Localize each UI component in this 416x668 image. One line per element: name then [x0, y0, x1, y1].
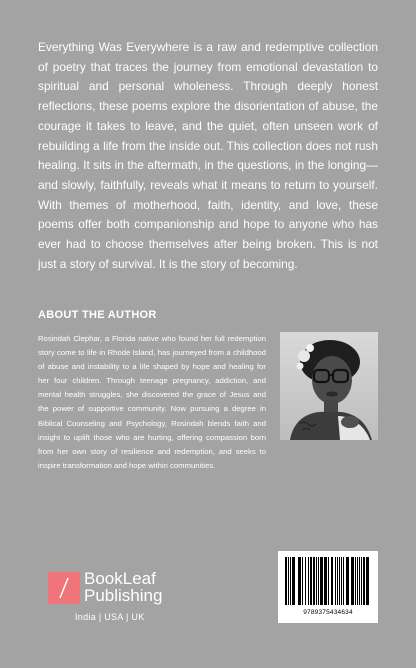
barcode-bar [324, 557, 327, 605]
barcode-bar [310, 557, 312, 605]
barcode-bar [290, 557, 291, 605]
isbn-number: 9789375434634 [303, 609, 353, 616]
barcode-bar [346, 557, 349, 605]
publisher-name-line2: Publishing [84, 586, 163, 605]
barcode-bar [359, 557, 360, 605]
barcode-bar [298, 557, 301, 605]
barcode-bar [305, 557, 306, 605]
barcode-bar [337, 557, 338, 605]
publisher-regions: India | USA | UK [75, 612, 145, 622]
barcode-bar [339, 557, 340, 605]
publisher-logo [48, 569, 188, 628]
barcode-bar [292, 557, 295, 605]
publisher-name-line1: BookLeaf [84, 569, 156, 588]
about-author-heading: ABOUT THE AUTHOR [38, 309, 157, 321]
barcode-bar [341, 557, 342, 605]
author-photo [280, 332, 378, 440]
book-blurb: Everything Was Everywhere is a raw and redemptive collection of poetry that traces the journey from emotional devastation to spiritual and personal wholeness. Through deeply honest reflections, these poems explore the disorientation of abuse, the courage it takes to leave, and the quiet, often unseen work of rebuilding a life from the inside out. This collection does not rush healing. It sits in the aftermath, in the questions, in the longing—and slowly, faithfully, reveals what it means to return to yourself. With themes of motherhood, faith, identity, and love, these poems offer both companionship and hope to anyone who has ever had to choose themselves after being broken. This is not just a story of survival. It is the story of becoming. [38, 40, 378, 271]
barcode-bar [288, 557, 289, 605]
barcode-bar [308, 557, 309, 605]
isbn-barcode [278, 551, 378, 623]
barcode-bar [302, 557, 303, 605]
barcode-bar [363, 557, 365, 605]
barcode-bar [361, 557, 362, 605]
barcode-bar [355, 557, 356, 605]
barcode-bar [351, 557, 354, 605]
barcode-bar [328, 557, 329, 605]
barcode-bars [284, 557, 372, 607]
barcode-bar [357, 557, 358, 605]
barcode-bar [331, 557, 333, 605]
barcode-bar [285, 557, 287, 605]
barcode-bar [366, 557, 369, 605]
barcode-bar [335, 557, 336, 605]
barcode-bar [320, 557, 323, 605]
author-bio: Rosindah Clephar, a Florida native who found her full redemption story come to life in Rhode Island, has journeyed from a childhood of abuse and instability to a life shaped by hope and healing for her four children. Through teenage pregnancy, addiction, and mental health struggles, she discovered the grace of Jesus and the power of supportive community. Now pursuing a degree in Biblical Counseling and Psychology, Rosindah blends faith and insight to uplift those who are hurting, offering compassion born from her own story of resilience and redemption, and seeks to inspire transformation and hope within communities. [38, 334, 266, 470]
barcode-bar [316, 557, 317, 605]
barcode-bar [318, 557, 319, 605]
barcode-bar [343, 557, 344, 605]
leaf-icon [48, 572, 80, 604]
barcode-bar [313, 557, 315, 605]
